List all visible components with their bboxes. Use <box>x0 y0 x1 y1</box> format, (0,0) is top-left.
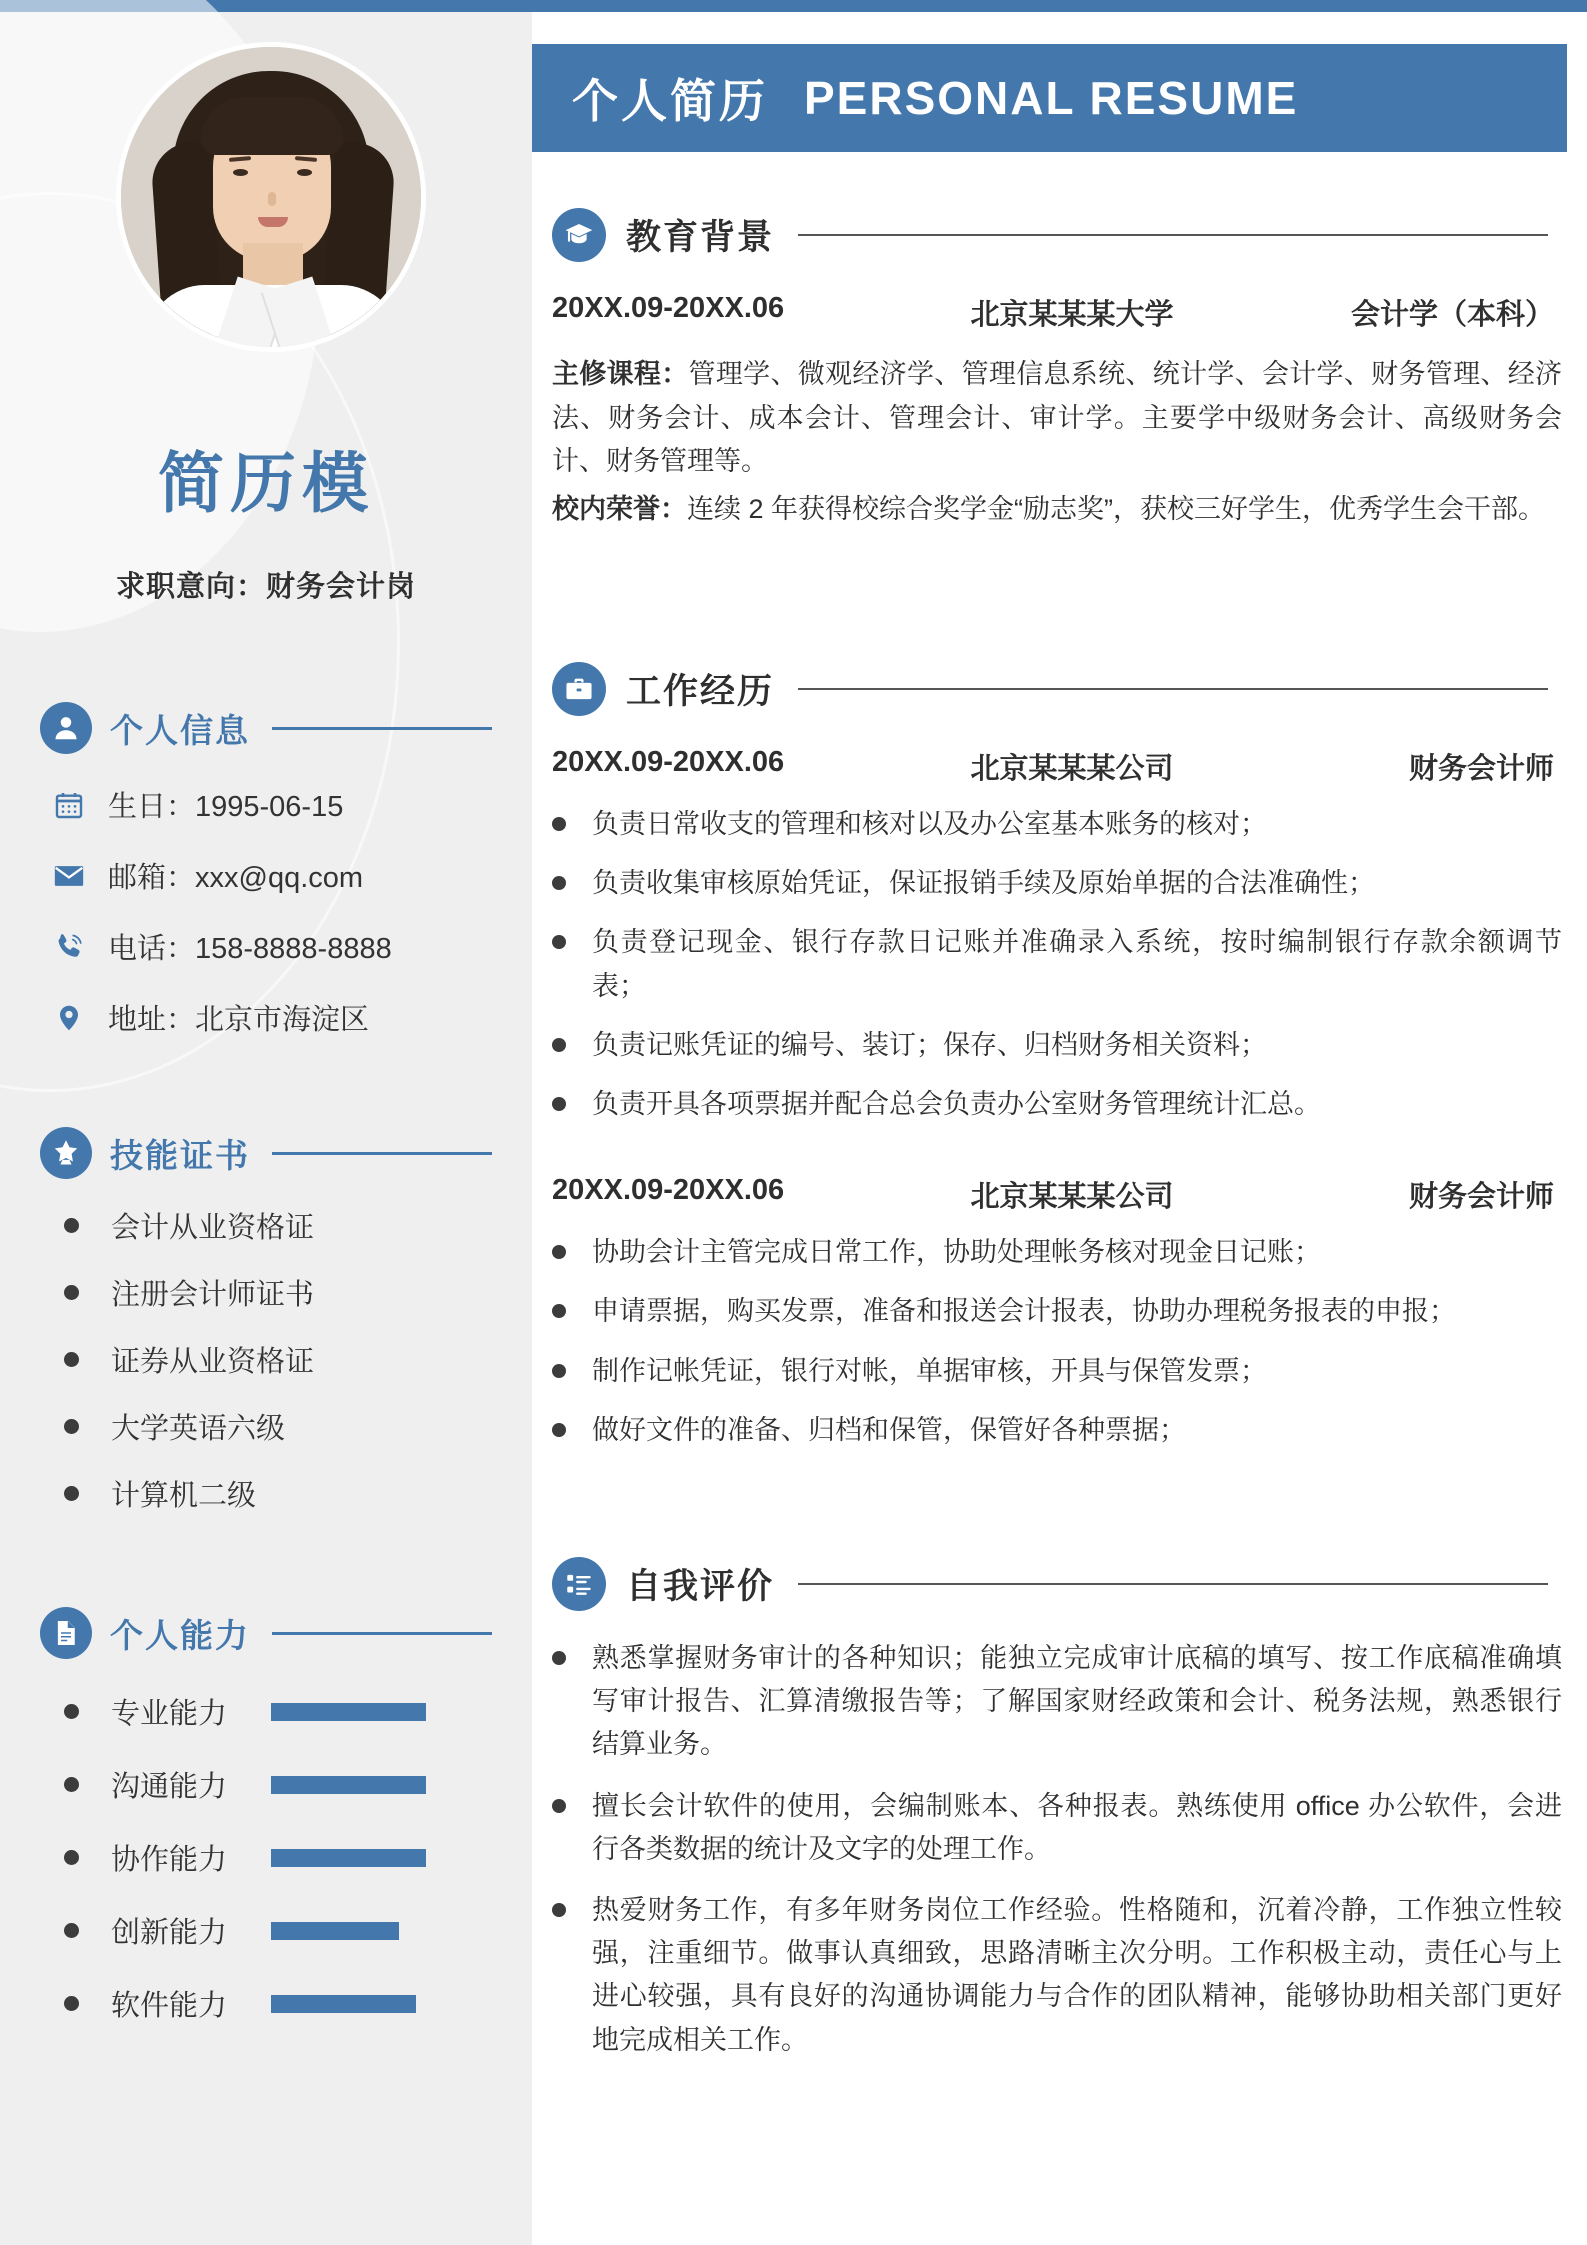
divider <box>798 234 1548 236</box>
bullet-dot <box>552 1364 566 1378</box>
work-date: 20XX.09-20XX.06 <box>552 746 785 778</box>
section-self-evaluation <box>552 1557 1562 2062</box>
ability-label: 创新能力 <box>111 1917 228 1949</box>
ability-row <box>64 1983 500 2024</box>
education-header <box>552 208 1562 262</box>
education-org: 北京某某某大学 <box>970 299 1174 331</box>
ability-bar <box>271 1703 426 1721</box>
abilities-header <box>40 1607 500 1659</box>
bullet-dot <box>64 1352 79 1367</box>
work-bullet-text: 协助会计主管完成日常工作，协助处理帐务核对现金日记账； <box>592 1237 1321 1268</box>
bullet-dot <box>552 1651 566 1665</box>
graduation-cap-icon <box>552 208 606 262</box>
bullet-dot <box>552 876 566 890</box>
bullet-dot <box>552 1903 566 1917</box>
personal-info-title: 个人信息 <box>110 711 250 749</box>
education-date: 20XX.09-20XX.06 <box>552 292 785 324</box>
abilities-title: 个人能力 <box>110 1616 250 1654</box>
education-honors <box>552 488 1562 532</box>
banner-title-en: PERSONAL RESUME <box>804 72 1299 124</box>
divider <box>272 727 492 730</box>
self-eval-bullet-text: 熟悉掌握财务审计的各种知识；能独立完成审计底稿的填写、按工作底稿准确填写审计报告、汇算清缴报告等；了解国家财经政策和会计、税务法规，熟悉银行结算业务。 <box>592 1643 1562 1760</box>
work-bullet-text: 负责日常收支的管理和核对以及办公室基本账务的核对； <box>592 809 1267 839</box>
document-icon <box>40 1607 92 1659</box>
work-bullet-text: 负责记账凭证的编号、装订；保存、归档财务相关资料； <box>592 1029 1267 1060</box>
education-courses-text: 管理学、微观经济学、管理信息系统、统计学、会计学、财务管理、经济法、财务会计、成本会计、管理会计、审计学。主要学中级财务会计、高级财务会计、财务管理等。 <box>552 359 1563 477</box>
section-personal-info <box>40 702 500 1038</box>
bullet-dot <box>64 1486 79 1501</box>
divider <box>798 1583 1548 1585</box>
info-row-phone <box>50 926 500 967</box>
candidate-name: 简历模 <box>158 446 374 520</box>
certificate-label: 计算机二级 <box>111 1480 257 1512</box>
location-pin-icon <box>50 999 88 1037</box>
bullet-dot <box>552 1245 566 1259</box>
work-entry-row <box>552 746 1562 787</box>
briefcase-icon <box>552 662 606 716</box>
sidebar <box>0 12 532 2245</box>
bullet-dot <box>552 935 566 949</box>
resume-banner <box>532 44 1567 152</box>
work-bullet-text: 做好文件的准备、归档和保管，保管好各种票据； <box>592 1414 1186 1445</box>
certificate-item <box>64 1205 500 1246</box>
self-eval-bullet <box>552 1889 1562 2062</box>
ability-bar <box>271 1995 416 2013</box>
section-abilities <box>40 1607 500 2024</box>
work-bullet-text: 负责收集审核原始凭证，保证报销手续及原始单据的合法准确性； <box>592 868 1375 899</box>
bullet-dot <box>64 1777 79 1792</box>
bullet-dot <box>64 1704 79 1719</box>
certificate-item <box>64 1339 500 1380</box>
ability-row <box>64 1910 500 1951</box>
divider <box>272 1152 492 1155</box>
calendar-icon <box>50 786 88 824</box>
bullet-dot <box>64 1218 79 1233</box>
ability-label: 沟通能力 <box>111 1771 228 1803</box>
self-eval-title: 自我评价 <box>626 1567 775 1606</box>
bullet-dot <box>552 1423 566 1437</box>
certificate-item <box>64 1473 500 1514</box>
self-eval-bullet <box>552 1637 1562 1767</box>
section-work-experience <box>552 662 1562 1452</box>
education-courses <box>552 353 1562 484</box>
info-row-birthday <box>50 784 500 825</box>
work-header <box>552 662 1562 716</box>
certificate-item <box>64 1406 500 1447</box>
info-row-email <box>50 855 500 896</box>
self-eval-bullet-text: 热爱财务工作，有多年财务岗位工作经验。性格随和，沉着冷静，工作独立性较强，注重细节。做事认真细致，思路清晰主次分明。工作积极主动，责任心与上进心较强，具有良好的沟通协调能力与合作的团队精神，能够协助相关部门更好地完成相关工作。 <box>592 1894 1562 2055</box>
self-eval-bullet-text: 擅长会计软件的使用，会编制账本、各种报表。熟练使用 office 办公软件，会进行各类数据的统计及文字的处理工作。 <box>592 1790 1562 1864</box>
info-email-text: 邮箱：xxx@qq.com <box>108 862 364 894</box>
work-entry-row <box>552 1174 1562 1215</box>
bullet-dot <box>552 1799 566 1813</box>
certificate-label: 大学英语六级 <box>111 1413 286 1445</box>
certificates-title: 技能证书 <box>110 1136 250 1174</box>
work-bullet <box>552 1231 1562 1274</box>
self-eval-header <box>552 1557 1562 1611</box>
bullet-dot <box>552 1304 566 1318</box>
work-title: 工作经历 <box>626 672 775 711</box>
education-title: 教育背景 <box>626 218 775 257</box>
education-major: 会计学（本科） <box>1350 299 1554 331</box>
section-education <box>552 208 1562 532</box>
user-icon <box>40 702 92 754</box>
divider <box>798 688 1548 690</box>
bullet-dot <box>64 1419 79 1434</box>
work-date: 20XX.09-20XX.06 <box>552 1174 785 1207</box>
ability-label: 软件能力 <box>111 1990 228 2022</box>
work-bullet <box>552 921 1562 1007</box>
education-courses-label: 主修课程： <box>552 359 689 389</box>
bullet-dot <box>64 1923 79 1938</box>
work-org: 北京某某某公司 <box>970 1181 1174 1214</box>
info-row-address <box>50 997 500 1038</box>
self-eval-bullet <box>552 1785 1562 1871</box>
top-accent-strip <box>0 0 1587 12</box>
work-org: 北京某某某公司 <box>970 753 1174 785</box>
phone-icon <box>50 928 88 966</box>
work-bullet <box>552 1350 1562 1393</box>
info-birthday-text: 生日：1995-06-15 <box>108 791 344 823</box>
work-bullet <box>552 1024 1562 1067</box>
ability-row <box>64 1764 500 1805</box>
avatar <box>116 42 426 352</box>
info-address-text: 地址：北京市海淀区 <box>108 1004 370 1036</box>
bullet-dot <box>552 1097 566 1111</box>
divider <box>272 1632 492 1635</box>
work-bullet-text: 制作记帐凭证，银行对帐，单据审核，开具与保管发票； <box>592 1355 1267 1386</box>
work-bullet <box>552 1409 1562 1452</box>
ability-label: 协作能力 <box>111 1844 228 1876</box>
bullet-dot <box>64 1285 79 1300</box>
work-bullet <box>552 1083 1562 1126</box>
work-bullet-text: 申请票据，购买发票，准备和报送会计报表，协助办理税务报表的申报； <box>592 1296 1456 1327</box>
certificate-label: 证券从业资格证 <box>111 1346 315 1378</box>
work-bullet <box>552 803 1562 846</box>
ability-bar <box>271 1776 426 1794</box>
certificate-label: 会计从业资格证 <box>111 1212 315 1244</box>
work-bullet <box>552 1290 1562 1333</box>
envelope-icon <box>50 857 88 895</box>
certificate-item <box>64 1272 500 1313</box>
section-certificates <box>40 1127 500 1514</box>
personal-info-header <box>40 702 500 754</box>
bullet-dot <box>64 1996 79 2011</box>
work-bullet-text: 负责登记现金、银行存款日记账并准确录入系统，按时编制银行存款余额调节表； <box>592 927 1562 1001</box>
bullet-dot <box>552 817 566 831</box>
ability-bar <box>271 1849 426 1867</box>
certificates-header <box>40 1127 500 1179</box>
ability-bar <box>271 1922 399 1940</box>
banner-title-cn: 个人简历 <box>572 75 768 127</box>
certificate-label: 注册会计师证书 <box>111 1279 315 1311</box>
work-role: 财务会计师 <box>1408 1181 1554 1214</box>
info-phone-text: 电话：158-8888-8888 <box>108 933 392 965</box>
bullet-dot <box>552 1038 566 1052</box>
education-honors-label: 校内荣誉： <box>552 494 687 525</box>
job-objective: 求职意向：财务会计岗 <box>115 571 416 603</box>
work-role: 财务会计师 <box>1408 753 1554 785</box>
star-badge-icon <box>40 1127 92 1179</box>
list-icon <box>552 1557 606 1611</box>
ability-label: 专业能力 <box>111 1698 228 1730</box>
work-bullet <box>552 862 1562 905</box>
ability-row <box>64 1691 500 1732</box>
ability-row <box>64 1837 500 1878</box>
education-entry-row <box>552 292 1562 333</box>
education-honors-text: 连续 2 年获得校综合奖学金“励志奖”，获校三好学生，优秀学生会干部。 <box>687 494 1546 525</box>
bullet-dot <box>64 1850 79 1865</box>
work-bullet-text: 负责开具各项票据并配合总会负责办公室财务管理统计汇总。 <box>592 1088 1321 1119</box>
